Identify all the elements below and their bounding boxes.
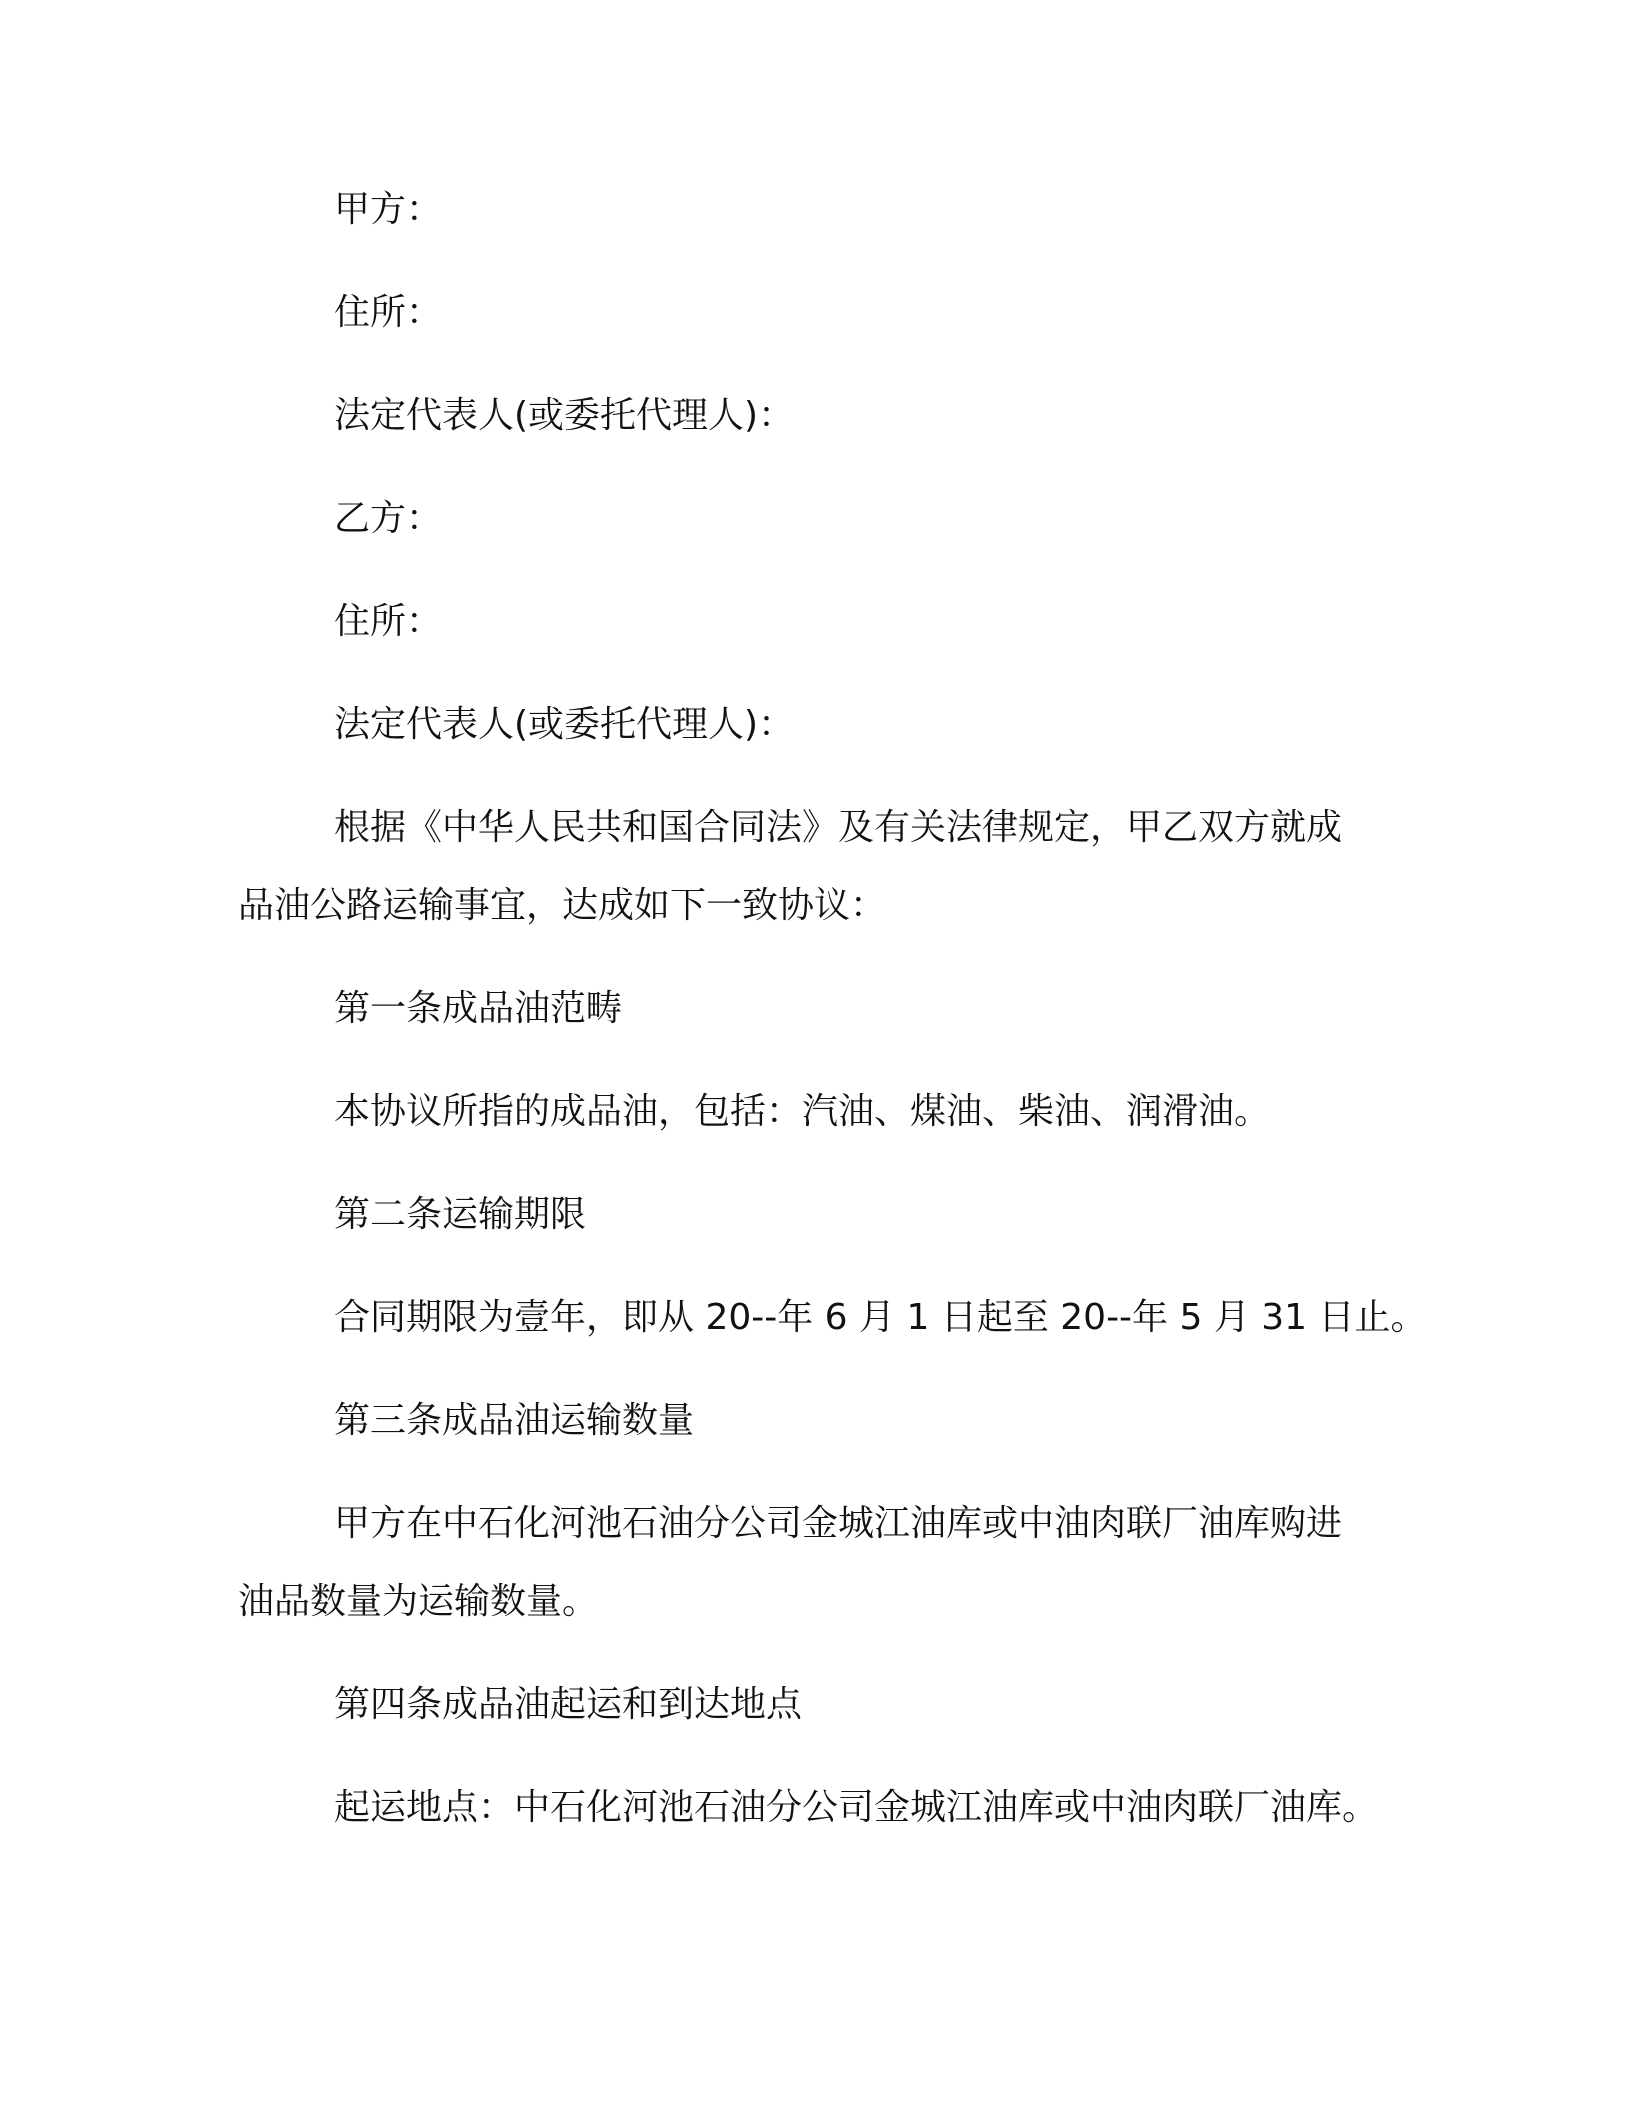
article-1-title: 第一条成品油范畴 [334, 988, 623, 1029]
article-4-title: 第四条成品油起运和到达地点 [334, 1684, 803, 1725]
party-b-representative-line: 法定代表人(或委托代理人)： [334, 704, 795, 745]
article-1-content: 本协议所指的成品油，包括：汽油、煤油、柴油、润滑油。 [334, 1091, 1271, 1132]
article-3-title: 第三条成品油运输数量 [334, 1400, 695, 1441]
party-b-line: 乙方： [334, 498, 443, 539]
party-a-address-line: 住所： [334, 292, 443, 333]
article-3-content-line-2: 油品数量为运输数量。 [238, 1581, 599, 1622]
party-b-address-line: 住所： [334, 601, 443, 642]
preamble-line-2: 品油公路运输事宜，达成如下一致协议： [238, 885, 887, 926]
party-a-line: 甲方： [334, 189, 443, 230]
contract-body [238, 186, 1427, 1832]
article-4-content: 起运地点：中石化河池石油分公司金城江油库或中油肉联厂油库。 [334, 1787, 1379, 1828]
preamble-line-1: 根据《中华人民共和国合同法》及有关法律规定，甲乙双方就成 [334, 807, 1343, 848]
article-2-content: 合同期限为壹年，即从 20--年 6 月 1 日起至 20--年 5 月 31 日止。 [334, 1297, 1427, 1338]
party-a-representative-line: 法定代表人(或委托代理人)： [334, 395, 795, 436]
article-2-title: 第二条运输期限 [334, 1194, 587, 1235]
article-3-content-line-1: 甲方在中石化河池石油分公司金城江油库或中油肉联厂油库购进 [334, 1503, 1343, 1544]
